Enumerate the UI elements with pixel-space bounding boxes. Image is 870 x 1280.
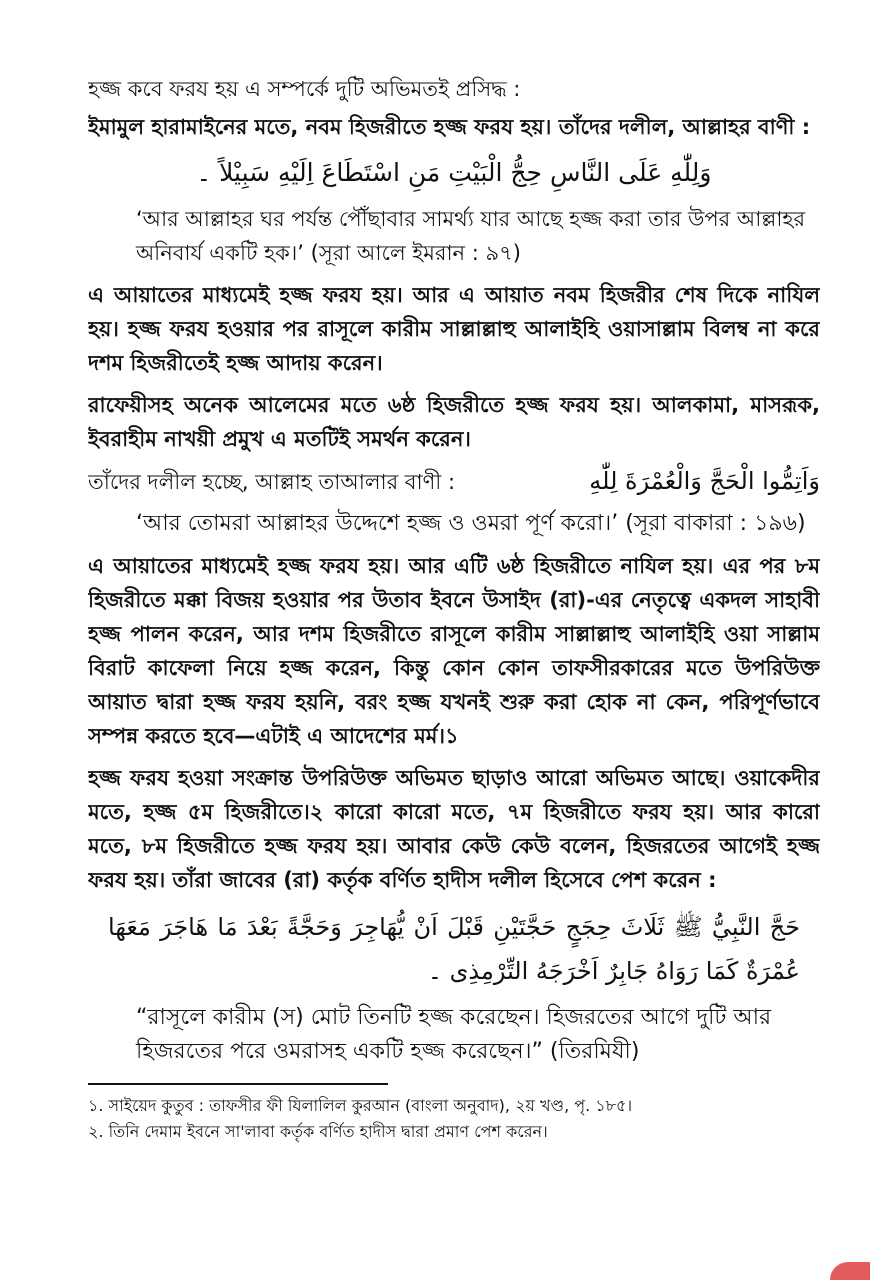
evidence-lead: তাঁদের দলীল হচ্ছে, আল্লাহ তাআলার বাণী : xyxy=(88,470,456,494)
translation-quote-2 xyxy=(136,507,820,541)
quote-1-text: ‘আর আল্লাহর ঘর পর্যন্ত পৌঁছাবার সামর্থ্য যার আছে হজ্জ করা তার উপর আল্লাহর অনিবার্য একটি হক।’ xyxy=(136,207,805,265)
evidence-row xyxy=(88,464,820,499)
imamul-haramain-paragraph: ইমামুল হারামাইনের মতে, নবম হিজরীতে হজ্জ ফরয হয়। তাঁদের দলীল, আল্লাহর বাণী : xyxy=(88,115,811,139)
quote-3-text: “রাসূলে কারীম (স) মোট তিনটি হজ্জ করেছেন। হিজরতের আগে দুটি আর হিজরতের পরে ওমরাসহ একটি হজ্জ করেছেন।” xyxy=(136,1005,772,1064)
intro-paragraph: হজ্জ কবে ফরয হয় এ সম্পর্কে দুটি অভিমতই প্রসিদ্ধ : xyxy=(88,77,521,101)
other-opinions-paragraph: হজ্জ ফরয হওয়া সংক্রান্ত উপরিউক্ত অভিমত ছাড়াও আরো অভিমত আছে। ওয়াকেদীর মতে, হজ্জ ৫ম হিজরীতে।২ কারো কারো মতে, ৭ম হিজরীতে ফরয হয়। আর কারো মতে, ৮ম হিজরীতে হজ্জ ফরয হয়। আবার কেউ কেউ বলেন, হিজরতের আগেই হজ্জ ফরয হয়। তাঁরা জাবের (রা) কর্তৃক বর্ণিত হাদীস দলীল হিসেবে পেশ করেন : xyxy=(88,766,820,892)
sixth-hijri-paragraph: এ আয়াতের মাধ্যমেই হজ্জ ফরয হয়। আর এটি ৬ষ্ঠ হিজরীতে নাযিল হয়। এর পর ৮ম হিজরীতে মক্কা বিজয় হওয়ার পর উতাব ইবনে উসাইদ (রা)-এর নেতৃত্বে একদল সাহাবী হজ্জ পালন করেন, আর দশম হিজরীতে রাসূলে কারীম সাল্লাল্লাহু আলাইহি ওয়া সাল্লাম বিরাট কাফেলা নিয়ে হজ্জ করেন, কিন্তু কোন কোন তাফসীরকারের মতে উপরিউক্ত আয়াত দ্বারা হজ্জ ফরয হয়নি, বরং হজ্জ যখনই শুরু করা হোক না কেন, পরিপূর্ণভাবে সম্পন্ন করতে হবে—এটাই এ আদেশের মর্ম।১ xyxy=(88,554,820,748)
footnote-2: ২. তিনি দেমাম ইবনে সা'লাবা কর্তৃক বর্ণিত হাদীস দ্বারা প্রমাণ পেশ করেন। xyxy=(88,1122,548,1141)
footnote-divider xyxy=(88,1083,388,1085)
quote-1-reference: (সূরা আলে ইমরান : ৯৭) xyxy=(310,241,521,265)
quote-3-reference: (তিরমিযী) xyxy=(549,1039,640,1064)
revelation-paragraph: এ আয়াতের মাধ্যমেই হজ্জ ফরয হয়। আর এ আয়াত নবম হিজরীর শেষ দিকে নাযিল হয়। হজ্জ ফরয হওয়ার পর রাসূলে কারীম সাল্লাল্লাহু আলাইহি ওয়াসাল্লাম বিলম্ব না করে দশম হিজরীতেই হজ্জ আদায় করেন। xyxy=(88,283,820,375)
page-corner-mark xyxy=(830,1262,870,1280)
rafei-paragraph: রাফেয়ীসহ অনেক আলেমের মতে ৬ষ্ঠ হিজরীতে হজ্জ ফরয হয়। আলকামা, মাসরূক, ইবরাহীম নাখয়ী প্রমুখ এ মতটিই সমর্থন করেন। xyxy=(88,393,820,451)
document-page xyxy=(88,72,820,1262)
footnote-1: ১. সাইয়েদ কুতুব : তাফসীর ফী যিলালিল কুরআন (বাংলা অনুবাদ), ২য় খণ্ড, পৃ. ১৮৫। xyxy=(88,1096,633,1115)
arabic-verse-1: وَلِلّٰهِ عَلَى النَّاسِ حِجُّ الْبَيْتِ مَنِ اسْتَطَاعَ اِلَيْهِ سَبِيْلاً ۔ xyxy=(196,158,712,187)
translation-quote-3 xyxy=(136,1001,820,1069)
translation-quote-1 xyxy=(136,202,820,270)
quote-2-text: ‘আর তোমরা আল্লাহর উদ্দেশে হজ্জ ও ওমরা পূর্ণ করো।’ xyxy=(136,511,619,536)
arabic-verse-2: وَاَتِمُّوا الْحَجَّ وَالْعُمْرَةَ لِلّٰهِ xyxy=(589,467,820,495)
arabic-hadith: حَجَّ النَّبِيُّ ﷺ ثَلَاثَ حِجَجٍ حَجَّتَيْنِ قَبْلَ اَنْ يُّهَاجِرَ وَحَجَّةً بَعْدَ مَا هَاجَرَ مَعَهَا عُمْرَةٌ كَمَا رَوَاهُ جَابِرٌ اَخْرَجَهُ التِّرْمِذِى ۔ xyxy=(108,913,800,985)
quote-2-reference: (সূরা বাকারা : ১৯৬) xyxy=(625,511,806,536)
